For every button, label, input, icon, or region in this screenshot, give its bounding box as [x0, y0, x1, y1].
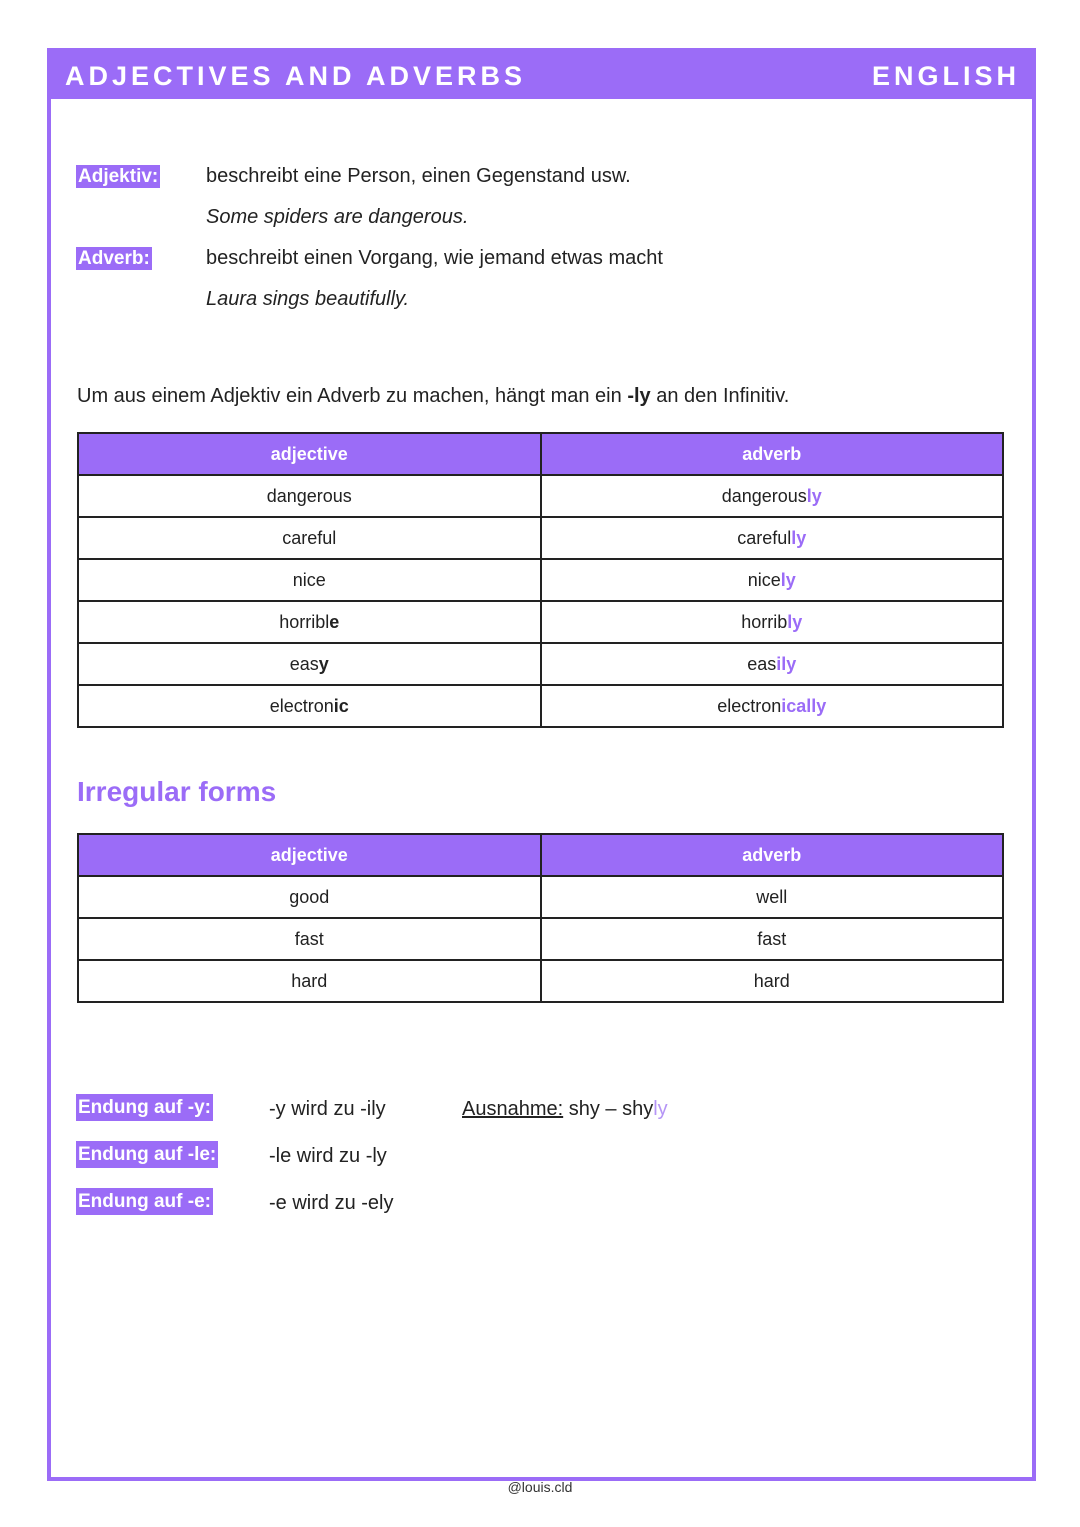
definition-adjective: [76, 165, 631, 188]
ending-label: Endung auf -le:: [76, 1141, 218, 1168]
table-row: [78, 517, 1003, 559]
column-header-adverb: adverb: [541, 834, 1004, 876]
adverb-cell: easily: [541, 643, 1004, 685]
adjective-cell: good: [78, 876, 541, 918]
exception-text: shy – shy: [563, 1098, 654, 1120]
definition-label: Adverb:: [78, 248, 150, 269]
column-header-adjective: adjective: [78, 834, 541, 876]
column-header-adjective: adjective: [78, 433, 541, 475]
table-row: [78, 601, 1003, 643]
table-header-row: [78, 433, 1003, 475]
intro-text: [77, 385, 789, 408]
intro-bold: -ly: [627, 385, 651, 407]
ending-rule-y: [76, 1096, 668, 1126]
adjective-cell: electronic: [78, 685, 541, 727]
adverb-cell: hard: [541, 960, 1004, 1002]
table-row: [78, 876, 1003, 918]
ending-label: Endung auf -e:: [76, 1188, 213, 1215]
table-row: [78, 918, 1003, 960]
example-text: Some spiders are dangerous.: [206, 206, 469, 228]
definition-text: beschreibt einen Vorgang, wie jemand etwas macht: [206, 247, 663, 269]
exception-note: [462, 1098, 668, 1121]
adjective-cell: easy: [78, 643, 541, 685]
example-text: Laura sings beautifully.: [206, 288, 410, 310]
page-title: ADJECTIVES AND ADVERBS: [65, 61, 527, 91]
ending-rule-text: -le wird zu -ly: [269, 1145, 387, 1167]
adverb-cell: well: [541, 876, 1004, 918]
adverb-cell: electronically: [541, 685, 1004, 727]
table-row: [78, 685, 1003, 727]
table-row: [78, 643, 1003, 685]
ending-rule-le: [76, 1143, 387, 1173]
adjective-cell: hard: [78, 960, 541, 1002]
intro-before: Um aus einem Adjektiv ein Adverb zu machen, hängt man ein: [77, 385, 628, 407]
adjective-cell: careful: [78, 517, 541, 559]
regular-table: [77, 432, 1004, 728]
ending-label: Endung auf -y:: [76, 1094, 213, 1121]
irregular-forms-title: Irregular forms: [77, 776, 277, 807]
definition-label: Adjektiv:: [78, 166, 159, 187]
adverb-cell: dangerously: [541, 475, 1004, 517]
table-header-row: [78, 834, 1003, 876]
table-row: [78, 559, 1003, 601]
exception-suffix: ly: [653, 1098, 668, 1120]
ending-rule-text: -e wird zu -ely: [269, 1192, 394, 1214]
adverb-cell: nicely: [541, 559, 1004, 601]
irregular-table: [77, 833, 1004, 1003]
page-header: [51, 52, 1032, 99]
adjective-cell: nice: [78, 559, 541, 601]
adverb-cell: horribly: [541, 601, 1004, 643]
definition-text: beschreibt eine Person, einen Gegenstand usw.: [206, 165, 631, 187]
definition-adverb: [76, 247, 663, 270]
footer-credit: @louis.cld: [507, 1479, 573, 1495]
column-header-adverb: adverb: [541, 433, 1004, 475]
table-row: [78, 475, 1003, 517]
table-row: [78, 960, 1003, 1002]
adverb-cell: carefully: [541, 517, 1004, 559]
adjective-cell: fast: [78, 918, 541, 960]
subject-label: ENGLISH: [871, 61, 1020, 91]
ending-rule-e: [76, 1190, 394, 1220]
adjective-cell: horrible: [78, 601, 541, 643]
adjective-cell: dangerous: [78, 475, 541, 517]
intro-after: an den Infinitiv.: [650, 385, 790, 407]
ending-rule-text: -y wird zu -ily: [269, 1098, 386, 1120]
adverb-cell: fast: [541, 918, 1004, 960]
exception-label: Ausnahme:: [462, 1098, 564, 1120]
